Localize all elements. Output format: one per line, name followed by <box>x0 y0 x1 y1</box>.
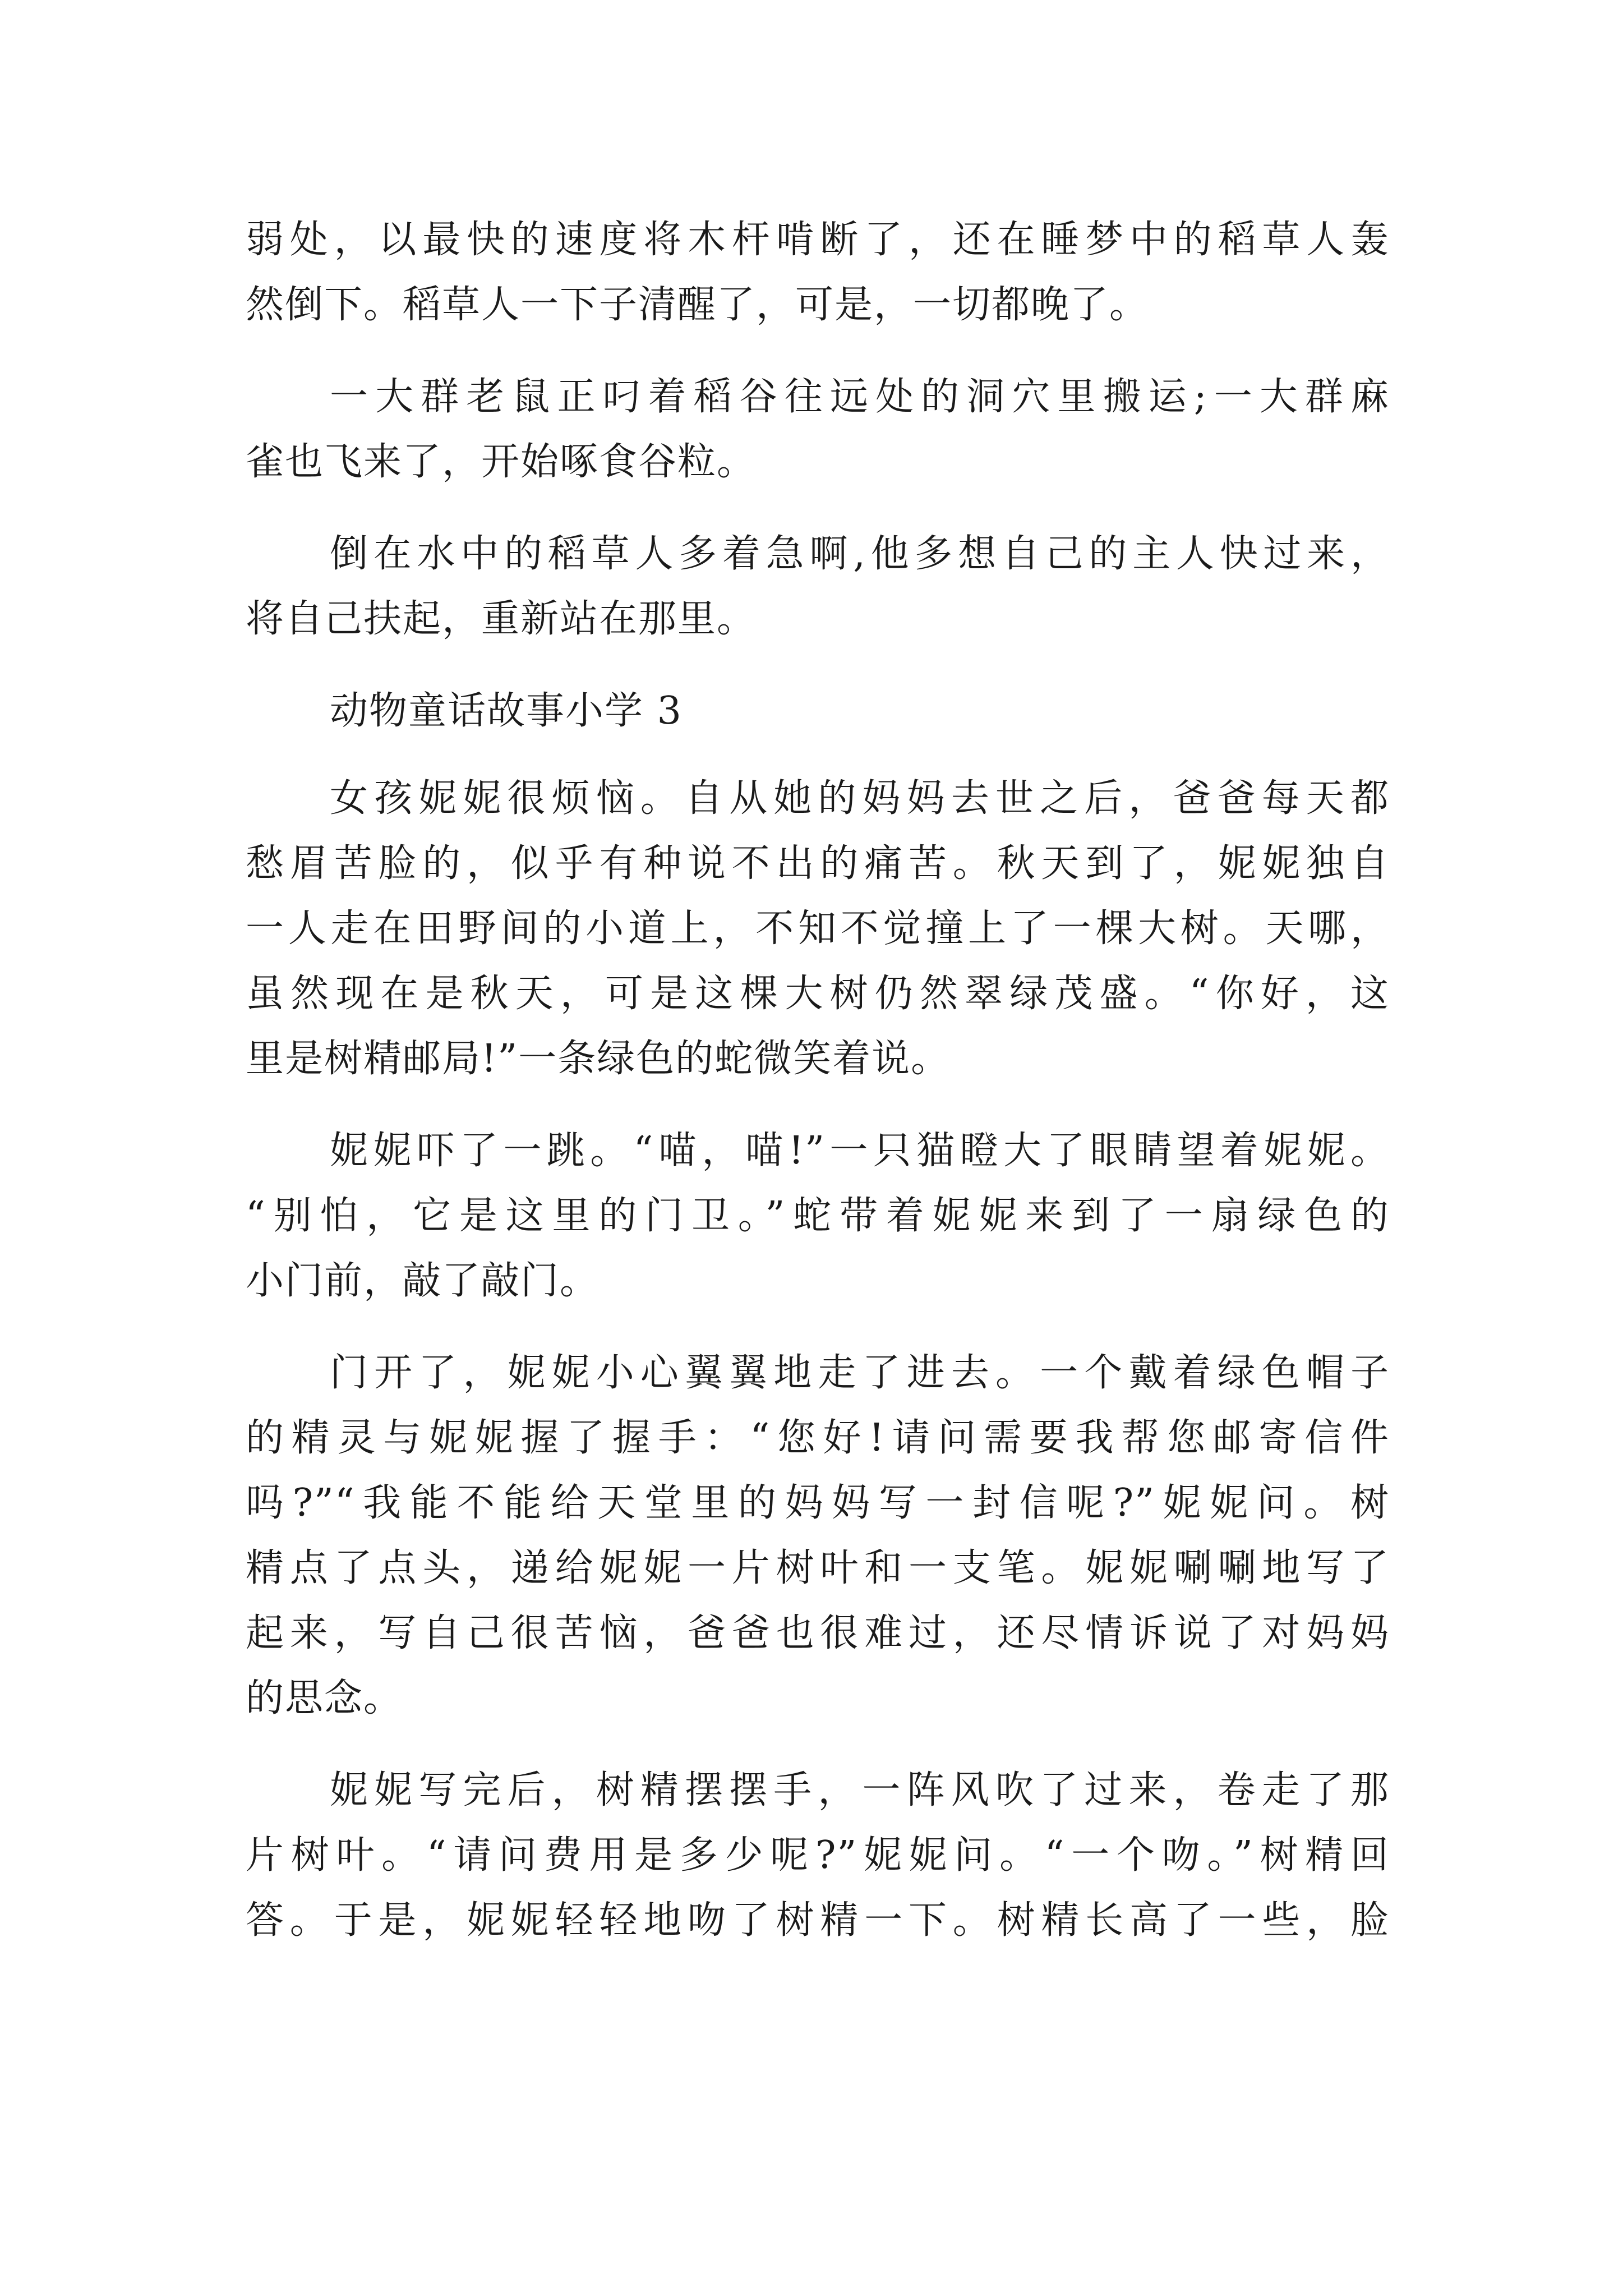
text-line: “别怕，它是这里的门卫。”蛇带着妮妮来到了一扇绿色的 <box>246 1194 1390 1238</box>
text-line: 倒在水中的稻草人多着急啊,他多想自己的主人快过来， <box>330 532 1390 576</box>
text-line: 的思念。 <box>246 1676 403 1720</box>
text-line: 动物童话故事小学 3 <box>330 689 683 733</box>
text-line: 雀也飞来了，开始啄食谷粒。 <box>246 440 757 484</box>
paragraph <box>246 679 1390 744</box>
text-line: 一人走在田野间的小道上，不知不觉撞上了一棵大树。天哪， <box>246 907 1390 951</box>
paragraph <box>246 522 1390 652</box>
text-line: 门开了，妮妮小心翼翼地走了进去。一个戴着绿色帽子 <box>330 1351 1390 1395</box>
text-line: 愁眉苦脸的，似乎有种说不出的痛苦。秋天到了，妮妮独自 <box>246 841 1390 886</box>
paragraph <box>246 1119 1390 1314</box>
document-body <box>246 208 1390 1953</box>
text-line: 片树叶。“请问费用是多少呢?”妮妮问。“一个吻。”树精回 <box>246 1833 1390 1878</box>
text-line: 起来，写自己很苦恼，爸爸也很难过，还尽情诉说了对妈妈 <box>246 1611 1390 1655</box>
paragraph <box>246 208 1390 338</box>
text-line: 的精灵与妮妮握了握手：“您好!请问需要我帮您邮寄信件 <box>246 1416 1390 1460</box>
text-line: 吗?”“我能不能给天堂里的妈妈写一封信呢?”妮妮问。树 <box>246 1481 1390 1525</box>
text-line: 弱处，以最快的速度将木杆啃断了，还在睡梦中的稻草人轰 <box>246 218 1390 262</box>
paragraph <box>246 365 1390 495</box>
text-line: 妮妮写完后，树精摆摆手，一阵风吹了过来，卷走了那 <box>330 1768 1390 1812</box>
text-line: 一大群老鼠正叼着稻谷往远处的洞穴里搬运;一大群麻 <box>330 375 1390 419</box>
text-line: 然倒下。稻草人一下子清醒了，可是，一切都晚了。 <box>246 283 1149 327</box>
paragraph <box>246 766 1390 1092</box>
text-line: 妮妮吓了一跳。“喵，喵!”一只猫瞪大了眼睛望着妮妮。 <box>330 1129 1390 1173</box>
paragraph <box>246 1341 1390 1731</box>
text-line: 答。于是，妮妮轻轻地吻了树精一下。树精长高了一些，脸 <box>246 1898 1390 1943</box>
text-line: 女孩妮妮很烦恼。自从她的妈妈去世之后，爸爸每天都 <box>330 776 1390 821</box>
text-line: 精点了点头，递给妮妮一片树叶和一支笔。妮妮唰唰地写了 <box>246 1546 1390 1590</box>
text-line: 小门前，敲了敲门。 <box>246 1259 600 1303</box>
text-line: 将自己扶起，重新站在那里。 <box>246 597 757 641</box>
text-line: 虽然现在是秋天，可是这棵大树仍然翠绿茂盛。“你好，这 <box>246 972 1390 1016</box>
paragraph <box>246 1758 1390 1953</box>
text-line: 里是树精邮局!”一条绿色的蛇微笑着说。 <box>246 1037 951 1081</box>
